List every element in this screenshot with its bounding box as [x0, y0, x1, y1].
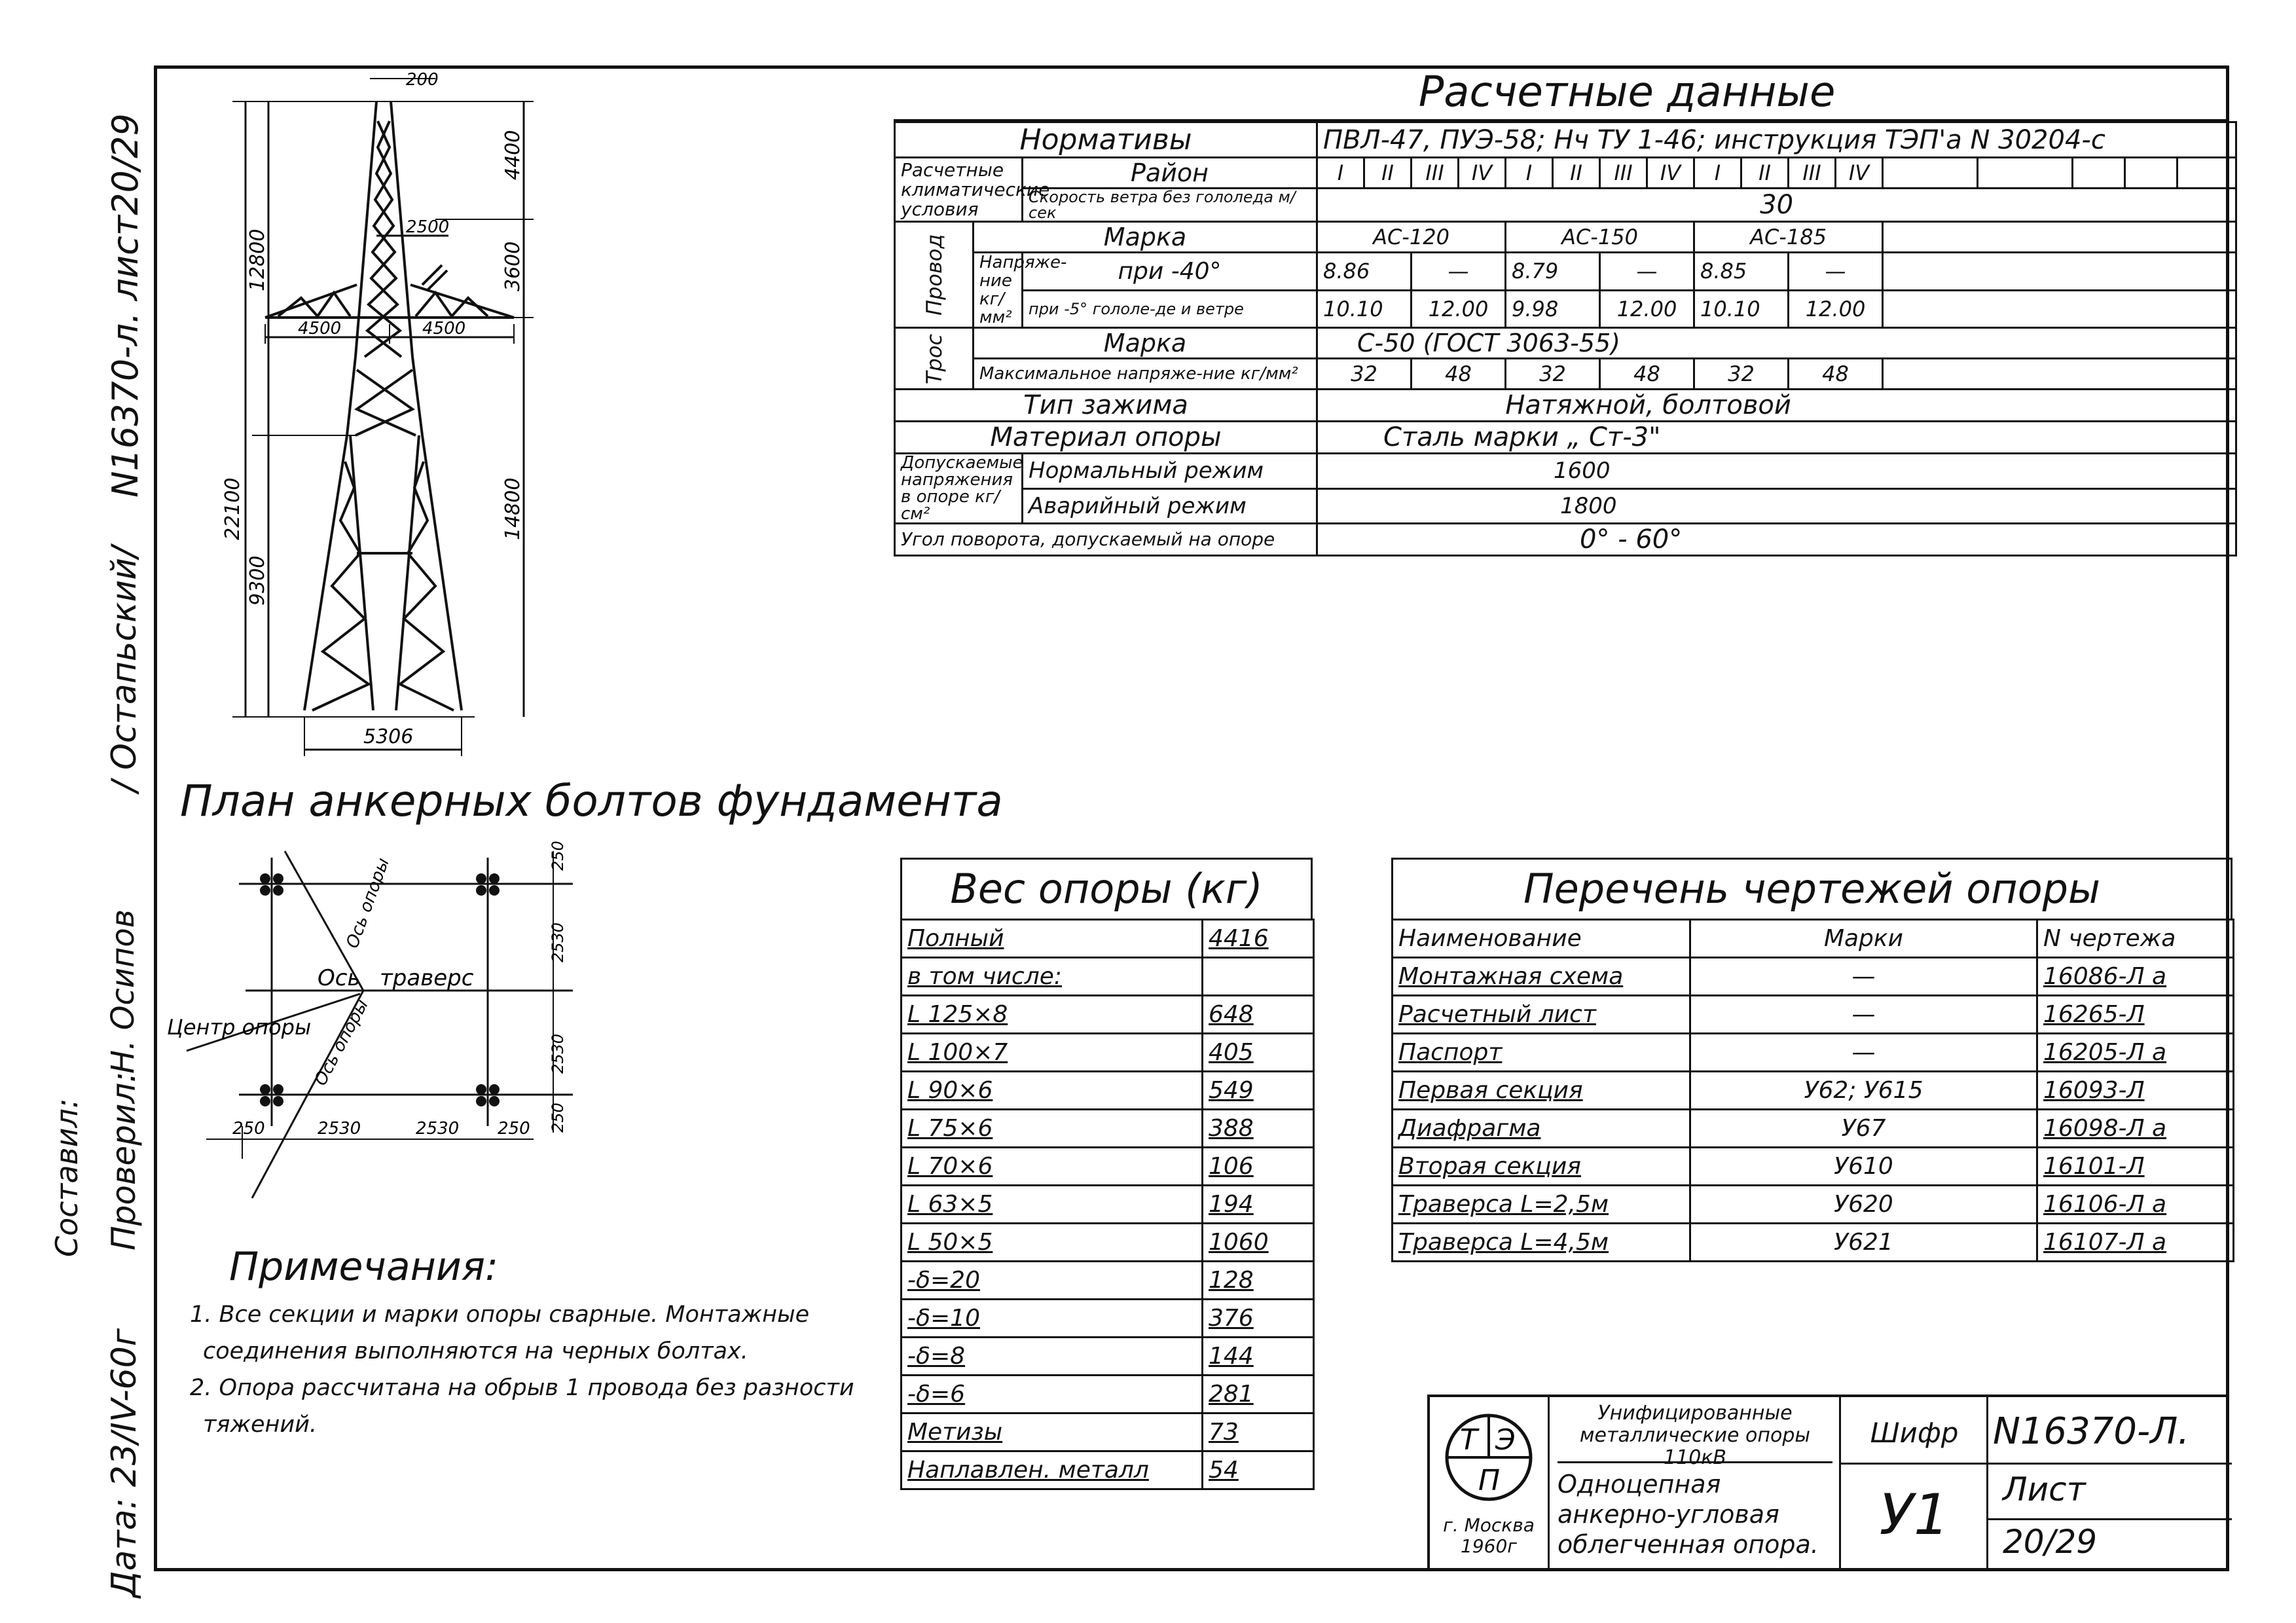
dim-top-width: 200	[406, 70, 439, 90]
weight-row	[902, 1034, 1314, 1072]
checked-by-name: Н. Осипов	[105, 909, 141, 1074]
tep-logo	[1442, 1410, 1536, 1504]
avar-label: Аварийный режим	[1023, 488, 1317, 524]
weight-item-value: 106	[1203, 1148, 1314, 1186]
tros-max-5: 48	[1789, 359, 1883, 390]
drawing-row	[1393, 1072, 2234, 1110]
drawing-row	[1393, 958, 2234, 996]
drawing-name: Траверса L=4,5м	[1393, 1224, 1690, 1262]
tros-marka-label: Марка	[974, 328, 1317, 359]
tower-elevation	[160, 69, 900, 763]
stamp-desc-2: Одноцепная анкерно-угловая облегченная опора.	[1558, 1470, 1819, 1559]
drawing-mark: —	[1690, 996, 2037, 1034]
rayon-6: III	[1600, 158, 1647, 189]
notes-section	[190, 1244, 897, 1443]
rayon-1: II	[1364, 158, 1412, 189]
weight-item-name: Полный	[902, 920, 1203, 958]
drawings-h-mark: Марки	[1690, 920, 2037, 958]
weight-row	[902, 1186, 1314, 1224]
author-name: / Остапьский/	[105, 546, 144, 792]
drawings-list-table	[1391, 919, 2234, 1262]
pri40-0: 8.86	[1317, 253, 1412, 291]
logo-letter-p: П	[1478, 1464, 1501, 1497]
row-tros-marka	[895, 328, 2236, 359]
weight-row	[902, 1262, 1314, 1300]
row-provod-marka	[895, 222, 2236, 253]
anchor-bolt-plan	[167, 831, 573, 1198]
drawing-name: Первая секция	[1393, 1072, 1690, 1110]
pri40-5: —	[1789, 253, 1883, 291]
weight-item-name: L 50×5	[902, 1224, 1203, 1262]
drawing-row	[1393, 1186, 2234, 1224]
drawing-mark: У62; У615	[1690, 1072, 2037, 1110]
drawings-header	[1393, 920, 2234, 958]
rayon-label: Район	[1023, 158, 1317, 189]
zazhim-label: Тип зажима	[895, 390, 1317, 422]
material-label: Материал опоры	[895, 422, 1317, 454]
design-data-section	[894, 65, 2229, 556]
plan-traverse-label: траверс	[380, 965, 474, 991]
weight-item-name: L 63×5	[902, 1186, 1203, 1224]
pri40-3: —	[1600, 253, 1694, 291]
weight-item-value: 1060	[1203, 1224, 1314, 1262]
drawing-mark: У620	[1690, 1186, 2037, 1224]
weight-item-name: Метизы	[902, 1413, 1203, 1451]
rayon-5: II	[1553, 158, 1600, 189]
drawing-number: 16265-Л	[2037, 996, 2234, 1034]
plan-dim-250-right: 250	[498, 1119, 530, 1139]
weight-row	[902, 996, 1314, 1034]
drawing-number: 16093-Л	[2037, 1072, 2234, 1110]
weight-item-value	[1203, 958, 1314, 996]
weight-table	[900, 919, 1315, 1490]
pri40-label: при -40°	[1023, 253, 1317, 291]
pri5-0: 10.10	[1317, 290, 1412, 328]
plan-dim-2530-v2: 2530	[549, 1033, 567, 1074]
dim-arm-left: 4500	[298, 319, 342, 338]
stamp-list-value: 20/29	[2003, 1523, 2098, 1561]
note-line-2: соединения выполняются на черных болтах.	[203, 1338, 748, 1364]
drawing-number: 16205-Л а	[2037, 1034, 2234, 1072]
row-normativy	[895, 122, 2236, 158]
pri5-5: 12.00	[1789, 290, 1883, 328]
dim-total-height: 22100	[221, 477, 244, 540]
dim-base-width: 5306	[363, 725, 414, 748]
note-line-1: 1. Все секции и марки опоры сварные. Монтажные	[190, 1302, 810, 1328]
weight-row	[902, 1376, 1314, 1413]
tros-max-1: 48	[1412, 359, 1506, 390]
plan-dim-250-left: 250	[232, 1119, 265, 1139]
weight-item-name: Наплавлен. металл	[902, 1451, 1203, 1489]
logo-letter-e: Э	[1495, 1423, 1516, 1457]
date-label: Дата: 23/IV-60г	[105, 1328, 144, 1597]
pri40-4: 8.85	[1694, 253, 1789, 291]
weight-item-name: -δ=20	[902, 1262, 1203, 1300]
wind-value: 30	[1317, 189, 2236, 222]
drawing-name: Монтажная схема	[1393, 958, 1690, 996]
drawing-name: Вторая секция	[1393, 1148, 1690, 1186]
row-ugol	[895, 524, 2236, 556]
weight-row	[902, 1224, 1314, 1262]
plan-title: План анкерных болтов фундамента	[180, 776, 1003, 826]
norm-value: 1600	[1317, 454, 2236, 489]
weight-row	[902, 1451, 1314, 1489]
executed-label: Составил:	[49, 1098, 84, 1257]
normativy-value: ПВЛ-47, ПУЭ-58; Нч ТУ 1-46; инструкция ТЭП'а N 30204-с	[1317, 122, 2236, 158]
stamp-shifr-value: У1	[1879, 1482, 1950, 1548]
provod-label: Провод	[895, 222, 974, 328]
drawings-h-name: Наименование	[1393, 920, 1690, 958]
normativy-label: Нормативы	[895, 122, 1317, 158]
stamp-number: N16370-Л.	[1993, 1410, 2190, 1453]
logo-letter-t: Т	[1460, 1423, 1478, 1457]
row-material	[895, 422, 2236, 454]
weight-row	[902, 1300, 1314, 1338]
plan-dim-2530-a: 2530	[318, 1119, 361, 1139]
weight-row	[902, 958, 1314, 996]
material-value: Сталь марки „ Ст-3"	[1317, 422, 2236, 454]
stamp-logo-cell	[1430, 1397, 1550, 1571]
dim-lower-height: 9300	[246, 555, 269, 606]
drawings-list-title: Перечень чертежей опоры	[1391, 858, 2232, 919]
pri5-2: 9.98	[1506, 290, 1600, 328]
rayon-0: I	[1317, 158, 1364, 189]
row-rayon	[895, 158, 2236, 189]
drawing-number: 16098-Л а	[2037, 1110, 2234, 1148]
pri5-label: при -5° гололе-де и ветре	[1023, 290, 1317, 328]
note-line-3: 2. Опора рассчитана на обрыв 1 провода без разности	[190, 1375, 854, 1401]
rayon-8: I	[1694, 158, 1741, 189]
weight-item-name: L 90×6	[902, 1072, 1203, 1110]
weight-row	[902, 920, 1314, 958]
plan-dim-2530-b: 2530	[416, 1119, 460, 1139]
napr-label: Напряже-ние кг/мм²	[974, 253, 1023, 328]
row-wind	[895, 189, 2236, 222]
weight-row	[902, 1338, 1314, 1376]
pri5-3: 12.00	[1600, 290, 1694, 328]
checked-by-label: Проверил:	[105, 1071, 143, 1250]
weight-item-name: -δ=6	[902, 1376, 1203, 1413]
dim-h-4400: 4400	[501, 130, 524, 180]
design-data-table	[894, 121, 2237, 556]
pri40-2: 8.79	[1506, 253, 1600, 291]
row-norm-rezhim	[895, 454, 2236, 489]
weight-row	[902, 1413, 1314, 1451]
rayon-9: II	[1741, 158, 1789, 189]
weight-row	[902, 1148, 1314, 1186]
weight-item-value: 388	[1203, 1110, 1314, 1148]
weight-item-value: 144	[1203, 1338, 1314, 1376]
drawing-mark: У621	[1690, 1224, 2037, 1262]
tros-marka-value: С-50 (ГОСТ 3063-55)	[1317, 328, 2236, 359]
note-line-4: тяжений.	[203, 1412, 318, 1438]
weight-item-value: 376	[1203, 1300, 1314, 1338]
design-data-title: Расчетные данные	[894, 65, 2229, 121]
pri40-1: —	[1412, 253, 1506, 291]
row-pri5	[895, 290, 2236, 328]
tros-max-0: 32	[1317, 359, 1412, 390]
plan-axis-diag: Ось опоры	[310, 996, 373, 1089]
dop-label: Допускаемые напряжения в опоре кг/см²	[895, 454, 1023, 524]
drawing-number: 16107-Л а	[2037, 1224, 2234, 1262]
notes-title: Примечания:	[229, 1244, 499, 1290]
rayon-3: IV	[1459, 158, 1506, 189]
wind-label: Скорость ветра без гололеда м/сек	[1023, 189, 1317, 222]
rayon-7: IV	[1647, 158, 1694, 189]
tros-max-3: 48	[1600, 359, 1694, 390]
drawing-row	[1393, 1034, 2234, 1072]
stamp-shifr-label: Шифр	[1870, 1417, 1959, 1449]
drawing-name: Траверса L=2,5м	[1393, 1186, 1690, 1224]
marka-1: АС-150	[1506, 222, 1694, 253]
weight-item-value: 281	[1203, 1376, 1314, 1413]
weight-section	[900, 858, 1313, 1490]
drawing-number: 16086-Л а	[2037, 958, 2234, 996]
marka-0: АС-120	[1317, 222, 1506, 253]
plan-axis-label: Ось	[318, 965, 361, 991]
plan-dim-250-top: 250	[549, 841, 567, 871]
avar-value: 1800	[1317, 488, 2236, 524]
weight-item-value: 128	[1203, 1262, 1314, 1300]
drawing-number: 16106-Л а	[2037, 1186, 2234, 1224]
plan-dim-2530-v1: 2530	[549, 922, 567, 962]
drawing-mark: У610	[1690, 1148, 2037, 1186]
tros-max-2: 32	[1506, 359, 1600, 390]
weight-item-value: 54	[1203, 1451, 1314, 1489]
ugol-label: Угол поворота, допускаемый на опоре	[895, 524, 1317, 556]
drawing-number: 16101-Л	[2037, 1148, 2234, 1186]
row-pri40	[895, 253, 2236, 291]
tros-max-label: Максимальное напряже-ние кг/мм²	[974, 359, 1317, 390]
row-zazhim	[895, 390, 2236, 422]
drawing-row	[1393, 1110, 2234, 1148]
rayon-4: I	[1506, 158, 1553, 189]
dim-h-14800: 14800	[501, 477, 524, 540]
dim-upper-height: 12800	[246, 228, 269, 291]
drawing-row	[1393, 1224, 2234, 1262]
drawing-name: Расчетный лист	[1393, 996, 1690, 1034]
tros-label: Трос	[895, 328, 974, 390]
rayon-10: III	[1789, 158, 1836, 189]
stamp-city: г. Москва 1960г	[1443, 1514, 1535, 1557]
weight-item-value: 73	[1203, 1413, 1314, 1451]
norm-label: Нормальный режим	[1023, 454, 1317, 489]
weight-item-name: в том числе:	[902, 958, 1203, 996]
weight-row	[902, 1110, 1314, 1148]
plan-dim-250-bottom: 250	[549, 1103, 567, 1133]
weight-item-name: L 125×8	[902, 996, 1203, 1034]
plan-axis-pole: Ось опоры	[342, 855, 393, 951]
marka-2: АС-185	[1694, 222, 1883, 253]
weight-item-name: -δ=10	[902, 1300, 1203, 1338]
drawing-mark: —	[1690, 958, 2037, 996]
tros-max-4: 32	[1694, 359, 1789, 390]
drawings-list-section	[1391, 858, 2232, 1262]
drawings-h-num: N чертежа	[2037, 920, 2234, 958]
pri5-1: 12.00	[1412, 290, 1506, 328]
ugol-value: 0° - 60°	[1317, 524, 2236, 556]
drawing-row	[1393, 996, 2234, 1034]
drawing-name: Паспорт	[1393, 1034, 1690, 1072]
stamp-desc-1: Унифицированные металлические опоры 110кВ	[1558, 1402, 1832, 1463]
rayon-2: III	[1412, 158, 1459, 189]
weight-item-value: 4416	[1203, 920, 1314, 958]
plan-center-label: Центр опоры	[167, 1015, 312, 1040]
row-tros-max	[895, 359, 2236, 390]
dim-arm-top: 2500	[406, 217, 450, 237]
weight-title: Вес опоры (кг)	[900, 858, 1313, 919]
drawing-mark: —	[1690, 1034, 2037, 1072]
row-avar-rezhim	[895, 488, 2236, 524]
pri5-4: 10.10	[1694, 290, 1789, 328]
weight-item-name: L 75×6	[902, 1110, 1203, 1148]
rayon-11: IV	[1836, 158, 1883, 189]
sheet-reference: N16370-л. лист20/29	[105, 113, 146, 498]
drawing-mark: У67	[1690, 1110, 2037, 1148]
weight-item-name: L 100×7	[902, 1034, 1203, 1072]
klimat-label: Расчетные климатические условия	[895, 158, 1023, 222]
drawing-name: Диафрагма	[1393, 1110, 1690, 1148]
title-block	[1427, 1395, 2229, 1571]
dim-h-3600: 3600	[501, 241, 524, 291]
weight-item-value: 194	[1203, 1186, 1314, 1224]
weight-item-value: 648	[1203, 996, 1314, 1034]
weight-item-value: 405	[1203, 1034, 1314, 1072]
stamp-list-label: Лист	[2003, 1470, 2086, 1508]
weight-item-value: 549	[1203, 1072, 1314, 1110]
provod-marka-label: Марка	[974, 222, 1317, 253]
weight-row	[902, 1072, 1314, 1110]
weight-item-name: -δ=8	[902, 1338, 1203, 1376]
weight-item-name: L 70×6	[902, 1148, 1203, 1186]
drawing-row	[1393, 1148, 2234, 1186]
zazhim-value: Натяжной, болтовой	[1317, 390, 2236, 422]
dim-arm-right: 4500	[422, 319, 466, 338]
